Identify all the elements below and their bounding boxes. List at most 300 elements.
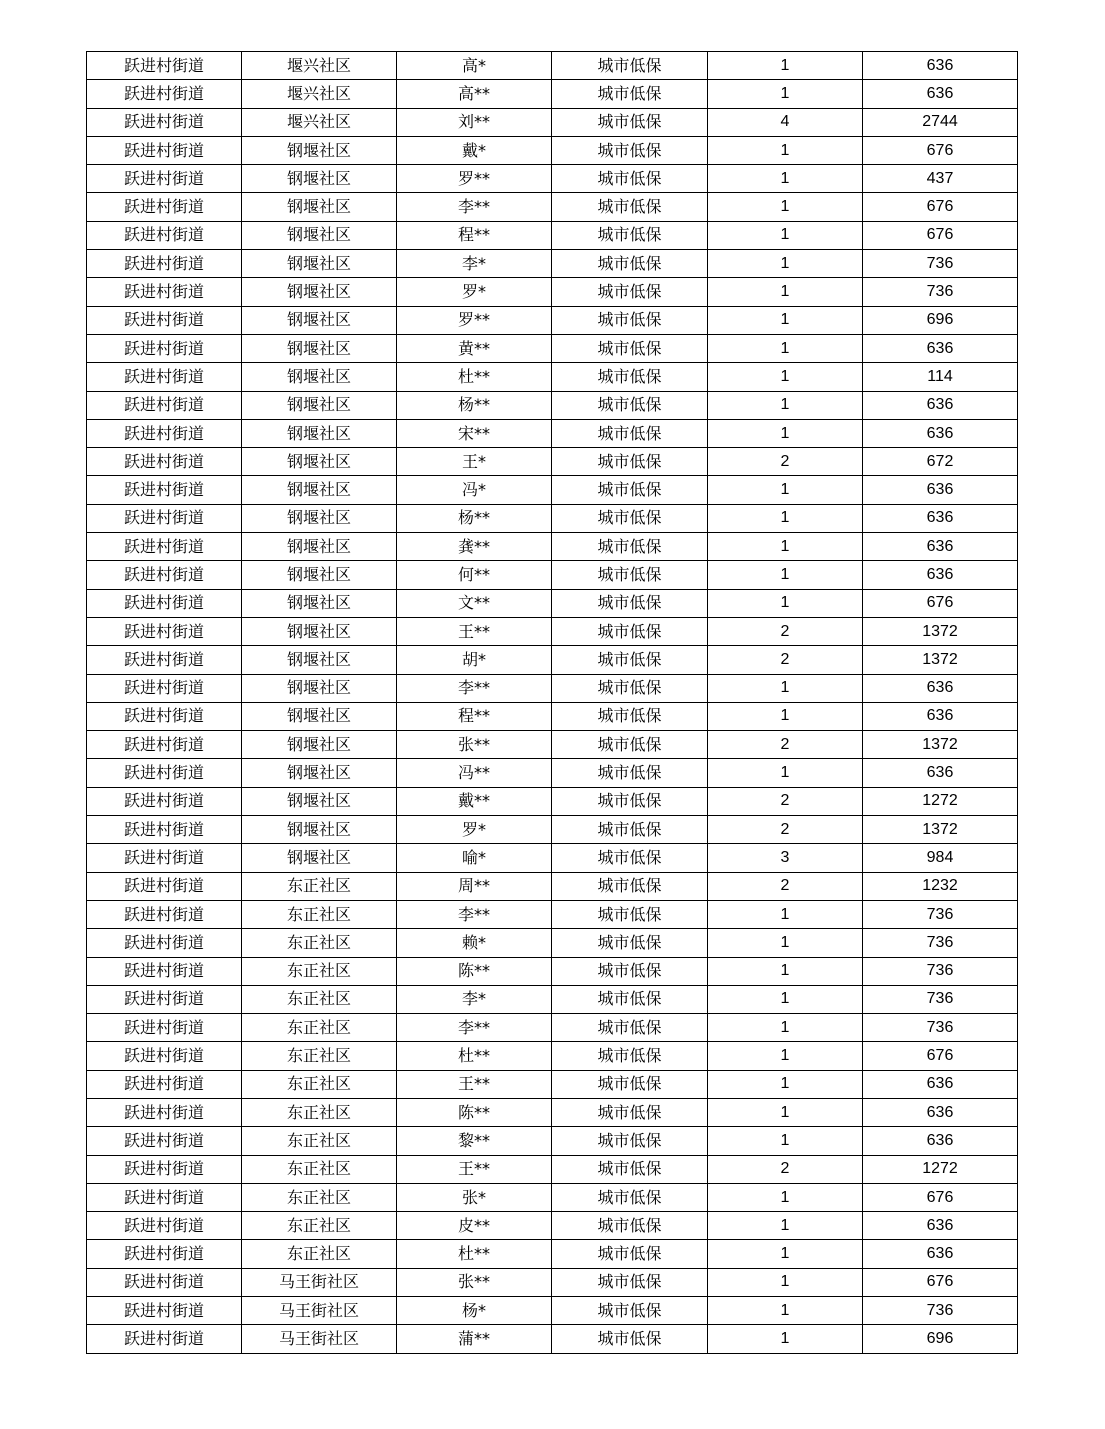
amount-cell: 672	[863, 448, 1018, 476]
community-cell: 钢堰社区	[242, 476, 397, 504]
street-cell: 跃进村街道	[87, 561, 242, 589]
type-cell: 城市低保	[552, 985, 708, 1013]
count-cell: 1	[708, 929, 863, 957]
community-cell: 东正社区	[242, 1240, 397, 1268]
amount-cell: 736	[863, 957, 1018, 985]
amount-cell: 636	[863, 674, 1018, 702]
table-row	[87, 872, 1018, 900]
street-cell: 跃进村街道	[87, 731, 242, 759]
type-cell: 城市低保	[552, 957, 708, 985]
count-cell: 1	[708, 1240, 863, 1268]
name-cell: 冯*	[397, 476, 552, 504]
street-cell: 跃进村街道	[87, 1240, 242, 1268]
type-cell: 城市低保	[552, 787, 708, 815]
count-cell: 1	[708, 80, 863, 108]
table-row	[87, 1212, 1018, 1240]
table-row	[87, 985, 1018, 1013]
type-cell: 城市低保	[552, 929, 708, 957]
type-cell: 城市低保	[552, 1183, 708, 1211]
type-cell: 城市低保	[552, 306, 708, 334]
name-cell: 刘**	[397, 108, 552, 136]
table-row	[87, 193, 1018, 221]
street-cell: 跃进村街道	[87, 1155, 242, 1183]
name-cell: 程**	[397, 702, 552, 730]
street-cell: 跃进村街道	[87, 221, 242, 249]
count-cell: 1	[708, 900, 863, 928]
count-cell: 2	[708, 617, 863, 645]
name-cell: 李**	[397, 900, 552, 928]
table-row	[87, 1240, 1018, 1268]
name-cell: 罗*	[397, 816, 552, 844]
type-cell: 城市低保	[552, 702, 708, 730]
community-cell: 钢堰社区	[242, 306, 397, 334]
type-cell: 城市低保	[552, 900, 708, 928]
table-row	[87, 702, 1018, 730]
table-row	[87, 221, 1018, 249]
community-cell: 钢堰社区	[242, 278, 397, 306]
count-cell: 1	[708, 504, 863, 532]
street-cell: 跃进村街道	[87, 1183, 242, 1211]
count-cell: 1	[708, 1268, 863, 1296]
count-cell: 1	[708, 1014, 863, 1042]
table-row	[87, 957, 1018, 985]
community-cell: 钢堰社区	[242, 674, 397, 702]
community-cell: 钢堰社区	[242, 504, 397, 532]
type-cell: 城市低保	[552, 108, 708, 136]
name-cell: 王**	[397, 1070, 552, 1098]
community-cell: 堰兴社区	[242, 108, 397, 136]
community-cell: 钢堰社区	[242, 646, 397, 674]
type-cell: 城市低保	[552, 476, 708, 504]
amount-cell: 736	[863, 250, 1018, 278]
street-cell: 跃进村街道	[87, 1098, 242, 1126]
amount-cell: 676	[863, 1042, 1018, 1070]
count-cell: 3	[708, 844, 863, 872]
amount-cell: 636	[863, 561, 1018, 589]
count-cell: 1	[708, 363, 863, 391]
type-cell: 城市低保	[552, 334, 708, 362]
community-cell: 钢堰社区	[242, 759, 397, 787]
count-cell: 1	[708, 334, 863, 362]
name-cell: 赖*	[397, 929, 552, 957]
count-cell: 1	[708, 476, 863, 504]
type-cell: 城市低保	[552, 1042, 708, 1070]
street-cell: 跃进村街道	[87, 1042, 242, 1070]
amount-cell: 2744	[863, 108, 1018, 136]
amount-cell: 636	[863, 80, 1018, 108]
amount-cell: 696	[863, 306, 1018, 334]
table-row	[87, 108, 1018, 136]
community-cell: 钢堰社区	[242, 589, 397, 617]
community-cell: 马王街社区	[242, 1268, 397, 1296]
community-cell: 东正社区	[242, 985, 397, 1013]
community-cell: 东正社区	[242, 1155, 397, 1183]
count-cell: 1	[708, 589, 863, 617]
community-cell: 钢堰社区	[242, 391, 397, 419]
count-cell: 1	[708, 1325, 863, 1353]
count-cell: 1	[708, 1212, 863, 1240]
street-cell: 跃进村街道	[87, 759, 242, 787]
street-cell: 跃进村街道	[87, 929, 242, 957]
name-cell: 张**	[397, 731, 552, 759]
street-cell: 跃进村街道	[87, 1212, 242, 1240]
amount-cell: 114	[863, 363, 1018, 391]
table-row	[87, 165, 1018, 193]
type-cell: 城市低保	[552, 221, 708, 249]
type-cell: 城市低保	[552, 844, 708, 872]
amount-cell: 636	[863, 533, 1018, 561]
name-cell: 杜**	[397, 363, 552, 391]
community-cell: 东正社区	[242, 1098, 397, 1126]
type-cell: 城市低保	[552, 193, 708, 221]
community-cell: 钢堰社区	[242, 731, 397, 759]
name-cell: 杜**	[397, 1240, 552, 1268]
type-cell: 城市低保	[552, 419, 708, 447]
street-cell: 跃进村街道	[87, 448, 242, 476]
type-cell: 城市低保	[552, 391, 708, 419]
community-cell: 钢堰社区	[242, 136, 397, 164]
amount-cell: 636	[863, 334, 1018, 362]
table-row	[87, 1042, 1018, 1070]
name-cell: 陈**	[397, 957, 552, 985]
street-cell: 跃进村街道	[87, 844, 242, 872]
street-cell: 跃进村街道	[87, 306, 242, 334]
table-row	[87, 334, 1018, 362]
count-cell: 2	[708, 646, 863, 674]
street-cell: 跃进村街道	[87, 334, 242, 362]
street-cell: 跃进村街道	[87, 900, 242, 928]
amount-cell: 676	[863, 136, 1018, 164]
amount-cell: 636	[863, 504, 1018, 532]
amount-cell: 676	[863, 221, 1018, 249]
community-cell: 东正社区	[242, 957, 397, 985]
name-cell: 周**	[397, 872, 552, 900]
table-row	[87, 1268, 1018, 1296]
count-cell: 1	[708, 759, 863, 787]
count-cell: 1	[708, 52, 863, 80]
street-cell: 跃进村街道	[87, 1070, 242, 1098]
type-cell: 城市低保	[552, 617, 708, 645]
community-cell: 钢堰社区	[242, 419, 397, 447]
table-row	[87, 759, 1018, 787]
community-cell: 东正社区	[242, 1127, 397, 1155]
count-cell: 1	[708, 1070, 863, 1098]
count-cell: 1	[708, 165, 863, 193]
community-cell: 钢堰社区	[242, 193, 397, 221]
name-cell: 黄**	[397, 334, 552, 362]
amount-cell: 1372	[863, 617, 1018, 645]
count-cell: 1	[708, 250, 863, 278]
community-cell: 东正社区	[242, 1042, 397, 1070]
count-cell: 1	[708, 193, 863, 221]
street-cell: 跃进村街道	[87, 278, 242, 306]
count-cell: 1	[708, 221, 863, 249]
type-cell: 城市低保	[552, 589, 708, 617]
community-cell: 东正社区	[242, 1183, 397, 1211]
street-cell: 跃进村街道	[87, 957, 242, 985]
table-row	[87, 80, 1018, 108]
street-cell: 跃进村街道	[87, 1325, 242, 1353]
community-cell: 东正社区	[242, 929, 397, 957]
table-row	[87, 448, 1018, 476]
community-cell: 东正社区	[242, 1014, 397, 1042]
name-cell: 戴*	[397, 136, 552, 164]
count-cell: 2	[708, 872, 863, 900]
amount-cell: 696	[863, 1325, 1018, 1353]
amount-cell: 984	[863, 844, 1018, 872]
street-cell: 跃进村街道	[87, 476, 242, 504]
type-cell: 城市低保	[552, 731, 708, 759]
name-cell: 戴**	[397, 787, 552, 815]
amount-cell: 676	[863, 1183, 1018, 1211]
name-cell: 张**	[397, 1268, 552, 1296]
type-cell: 城市低保	[552, 165, 708, 193]
amount-cell: 636	[863, 1098, 1018, 1126]
count-cell: 1	[708, 1098, 863, 1126]
type-cell: 城市低保	[552, 1240, 708, 1268]
street-cell: 跃进村街道	[87, 985, 242, 1013]
street-cell: 跃进村街道	[87, 872, 242, 900]
amount-cell: 676	[863, 589, 1018, 617]
type-cell: 城市低保	[552, 1014, 708, 1042]
type-cell: 城市低保	[552, 504, 708, 532]
street-cell: 跃进村街道	[87, 533, 242, 561]
table-row	[87, 731, 1018, 759]
table-body	[87, 52, 1018, 1354]
amount-cell: 736	[863, 985, 1018, 1013]
allowance-table	[86, 51, 1018, 1354]
type-cell: 城市低保	[552, 1155, 708, 1183]
name-cell: 陈**	[397, 1098, 552, 1126]
street-cell: 跃进村街道	[87, 589, 242, 617]
amount-cell: 1232	[863, 872, 1018, 900]
type-cell: 城市低保	[552, 1127, 708, 1155]
name-cell: 罗*	[397, 278, 552, 306]
type-cell: 城市低保	[552, 674, 708, 702]
amount-cell: 736	[863, 1014, 1018, 1042]
street-cell: 跃进村街道	[87, 702, 242, 730]
community-cell: 堰兴社区	[242, 52, 397, 80]
table-row	[87, 504, 1018, 532]
type-cell: 城市低保	[552, 80, 708, 108]
count-cell: 1	[708, 533, 863, 561]
table-row	[87, 844, 1018, 872]
street-cell: 跃进村街道	[87, 165, 242, 193]
type-cell: 城市低保	[552, 1325, 708, 1353]
table-row	[87, 1127, 1018, 1155]
street-cell: 跃进村街道	[87, 250, 242, 278]
count-cell: 2	[708, 731, 863, 759]
community-cell: 钢堰社区	[242, 165, 397, 193]
street-cell: 跃进村街道	[87, 363, 242, 391]
table-row	[87, 391, 1018, 419]
amount-cell: 676	[863, 193, 1018, 221]
table-row	[87, 816, 1018, 844]
count-cell: 1	[708, 391, 863, 419]
amount-cell: 1272	[863, 1155, 1018, 1183]
street-cell: 跃进村街道	[87, 80, 242, 108]
amount-cell: 736	[863, 929, 1018, 957]
type-cell: 城市低保	[552, 136, 708, 164]
amount-cell: 1372	[863, 731, 1018, 759]
count-cell: 2	[708, 448, 863, 476]
name-cell: 杨**	[397, 391, 552, 419]
type-cell: 城市低保	[552, 561, 708, 589]
community-cell: 东正社区	[242, 1070, 397, 1098]
count-cell: 2	[708, 787, 863, 815]
type-cell: 城市低保	[552, 646, 708, 674]
table-row	[87, 1098, 1018, 1126]
type-cell: 城市低保	[552, 1212, 708, 1240]
amount-cell: 636	[863, 1212, 1018, 1240]
type-cell: 城市低保	[552, 533, 708, 561]
type-cell: 城市低保	[552, 759, 708, 787]
name-cell: 蒲**	[397, 1325, 552, 1353]
type-cell: 城市低保	[552, 52, 708, 80]
street-cell: 跃进村街道	[87, 136, 242, 164]
table-row	[87, 306, 1018, 334]
count-cell: 1	[708, 674, 863, 702]
street-cell: 跃进村街道	[87, 1127, 242, 1155]
amount-cell: 636	[863, 1070, 1018, 1098]
table-row	[87, 787, 1018, 815]
name-cell: 高**	[397, 80, 552, 108]
name-cell: 罗**	[397, 306, 552, 334]
table-row	[87, 419, 1018, 447]
count-cell: 1	[708, 957, 863, 985]
street-cell: 跃进村街道	[87, 646, 242, 674]
amount-cell: 636	[863, 419, 1018, 447]
community-cell: 钢堰社区	[242, 250, 397, 278]
table-row	[87, 929, 1018, 957]
name-cell: 龚**	[397, 533, 552, 561]
street-cell: 跃进村街道	[87, 504, 242, 532]
community-cell: 钢堰社区	[242, 363, 397, 391]
table-row	[87, 674, 1018, 702]
count-cell: 1	[708, 278, 863, 306]
name-cell: 王*	[397, 448, 552, 476]
amount-cell: 1272	[863, 787, 1018, 815]
type-cell: 城市低保	[552, 363, 708, 391]
table-row	[87, 250, 1018, 278]
table-row	[87, 52, 1018, 80]
name-cell: 李**	[397, 193, 552, 221]
name-cell: 杨**	[397, 504, 552, 532]
community-cell: 东正社区	[242, 1212, 397, 1240]
name-cell: 李**	[397, 674, 552, 702]
amount-cell: 736	[863, 278, 1018, 306]
type-cell: 城市低保	[552, 1098, 708, 1126]
type-cell: 城市低保	[552, 448, 708, 476]
count-cell: 1	[708, 136, 863, 164]
table-row	[87, 1155, 1018, 1183]
type-cell: 城市低保	[552, 816, 708, 844]
name-cell: 程**	[397, 221, 552, 249]
count-cell: 1	[708, 561, 863, 589]
amount-cell: 1372	[863, 816, 1018, 844]
community-cell: 钢堰社区	[242, 561, 397, 589]
count-cell: 1	[708, 1297, 863, 1325]
amount-cell: 636	[863, 1127, 1018, 1155]
name-cell: 李*	[397, 985, 552, 1013]
table-row	[87, 617, 1018, 645]
count-cell: 4	[708, 108, 863, 136]
type-cell: 城市低保	[552, 1268, 708, 1296]
type-cell: 城市低保	[552, 1297, 708, 1325]
name-cell: 杨*	[397, 1297, 552, 1325]
amount-cell: 636	[863, 702, 1018, 730]
type-cell: 城市低保	[552, 872, 708, 900]
name-cell: 黎**	[397, 1127, 552, 1155]
amount-cell: 636	[863, 759, 1018, 787]
count-cell: 1	[708, 985, 863, 1013]
street-cell: 跃进村街道	[87, 108, 242, 136]
table-row	[87, 136, 1018, 164]
type-cell: 城市低保	[552, 1070, 708, 1098]
street-cell: 跃进村街道	[87, 193, 242, 221]
street-cell: 跃进村街道	[87, 1297, 242, 1325]
name-cell: 何**	[397, 561, 552, 589]
table-row	[87, 278, 1018, 306]
amount-cell: 1372	[863, 646, 1018, 674]
community-cell: 钢堰社区	[242, 702, 397, 730]
amount-cell: 636	[863, 52, 1018, 80]
table-row	[87, 1325, 1018, 1353]
count-cell: 1	[708, 1183, 863, 1211]
amount-cell: 636	[863, 1240, 1018, 1268]
table-row	[87, 900, 1018, 928]
community-cell: 马王街社区	[242, 1325, 397, 1353]
table-row	[87, 363, 1018, 391]
table-row	[87, 646, 1018, 674]
name-cell: 王**	[397, 617, 552, 645]
amount-cell: 636	[863, 391, 1018, 419]
amount-cell: 736	[863, 1297, 1018, 1325]
name-cell: 杜**	[397, 1042, 552, 1070]
amount-cell: 736	[863, 900, 1018, 928]
community-cell: 钢堰社区	[242, 448, 397, 476]
name-cell: 王**	[397, 1155, 552, 1183]
count-cell: 2	[708, 1155, 863, 1183]
type-cell: 城市低保	[552, 250, 708, 278]
name-cell: 皮**	[397, 1212, 552, 1240]
street-cell: 跃进村街道	[87, 674, 242, 702]
table-row	[87, 561, 1018, 589]
name-cell: 冯**	[397, 759, 552, 787]
count-cell: 1	[708, 702, 863, 730]
name-cell: 文**	[397, 589, 552, 617]
community-cell: 钢堰社区	[242, 816, 397, 844]
amount-cell: 636	[863, 476, 1018, 504]
community-cell: 钢堰社区	[242, 844, 397, 872]
community-cell: 钢堰社区	[242, 334, 397, 362]
street-cell: 跃进村街道	[87, 391, 242, 419]
count-cell: 2	[708, 816, 863, 844]
street-cell: 跃进村街道	[87, 52, 242, 80]
community-cell: 钢堰社区	[242, 221, 397, 249]
count-cell: 1	[708, 1042, 863, 1070]
community-cell: 马王街社区	[242, 1297, 397, 1325]
community-cell: 钢堰社区	[242, 617, 397, 645]
name-cell: 高*	[397, 52, 552, 80]
name-cell: 罗**	[397, 165, 552, 193]
street-cell: 跃进村街道	[87, 787, 242, 815]
count-cell: 1	[708, 306, 863, 334]
table-row	[87, 1297, 1018, 1325]
table-row	[87, 589, 1018, 617]
table-row	[87, 1070, 1018, 1098]
amount-cell: 676	[863, 1268, 1018, 1296]
